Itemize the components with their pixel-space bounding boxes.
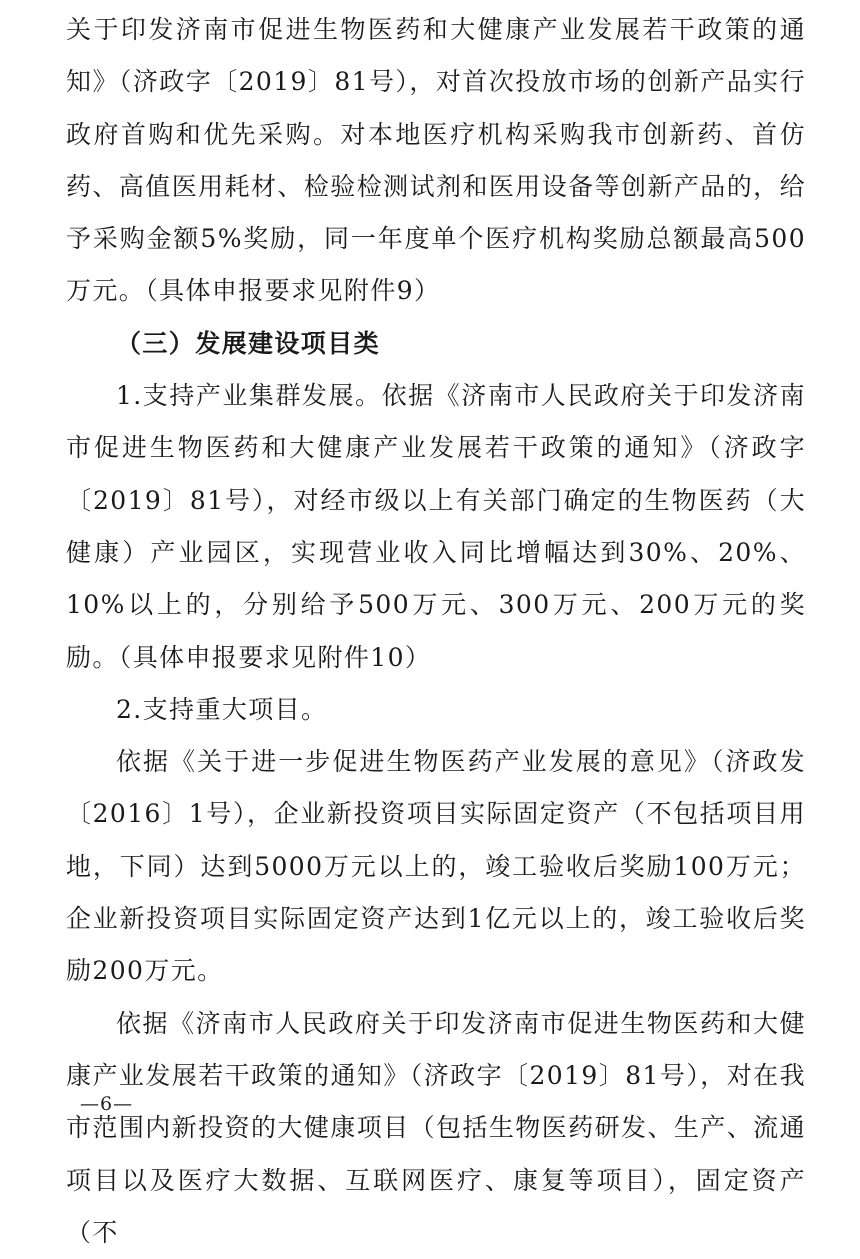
section-heading: （三）发展建设项目类 xyxy=(116,328,381,358)
paragraph-major-projects-2019: 依据《济南市人民政府关于印发济南市促进生物医药和大健康产业发展若干政策的通知》（济政字〔2019〕81号），对在我市范围内新投资的大健康项目（包括生物医药研发、生产、流通项目以及医疗大数据、互联网医疗、康复等项目），固定资产（不 xyxy=(66,1008,806,1247)
page-number: —6— xyxy=(80,1093,134,1115)
paragraph-major-projects-title: 2.支持重大项目。 xyxy=(116,694,328,724)
body-text xyxy=(66,4,806,1259)
paragraph-industrial-cluster: 1.支持产业集群发展。依据《济南市人民政府关于印发济南市促进生物医药和大健康产业发展若干政策的通知》（济政字〔2019〕81号），对经市级以上有关部门确定的生物医药（大健康）产业园区，实现营业收入同比增幅达到30%、20%、10%以上的，分别给予500万元、300万元、200万元的奖励。（具体申报要求见附件10） xyxy=(66,381,806,672)
paragraph-major-projects-2016: 依据《关于进一步促进生物医药产业发展的意见》（济政发〔2016〕1号），企业新投资项目实际固定资产（不包括项目用地，下同）达到5000万元以上的，竣工验收后奖励100万元；企业新投资项目实际固定资产达到1亿元以上的，竣工验收后奖励200万元。 xyxy=(66,747,806,986)
paragraph-continuation: 关于印发济南市促进生物医药和大健康产业发展若干政策的通知》（济政字〔2019〕81号），对首次投放市场的创新产品实行政府首购和优先采购。对本地医疗机构采购我市创新药、首仿药、高值医用耗材、检验检测试剂和医用设备等创新产品的，给予采购金额5%奖励，同一年度单个医疗机构奖励总额最高500万元。（具体申报要求见附件9） xyxy=(66,15,806,306)
